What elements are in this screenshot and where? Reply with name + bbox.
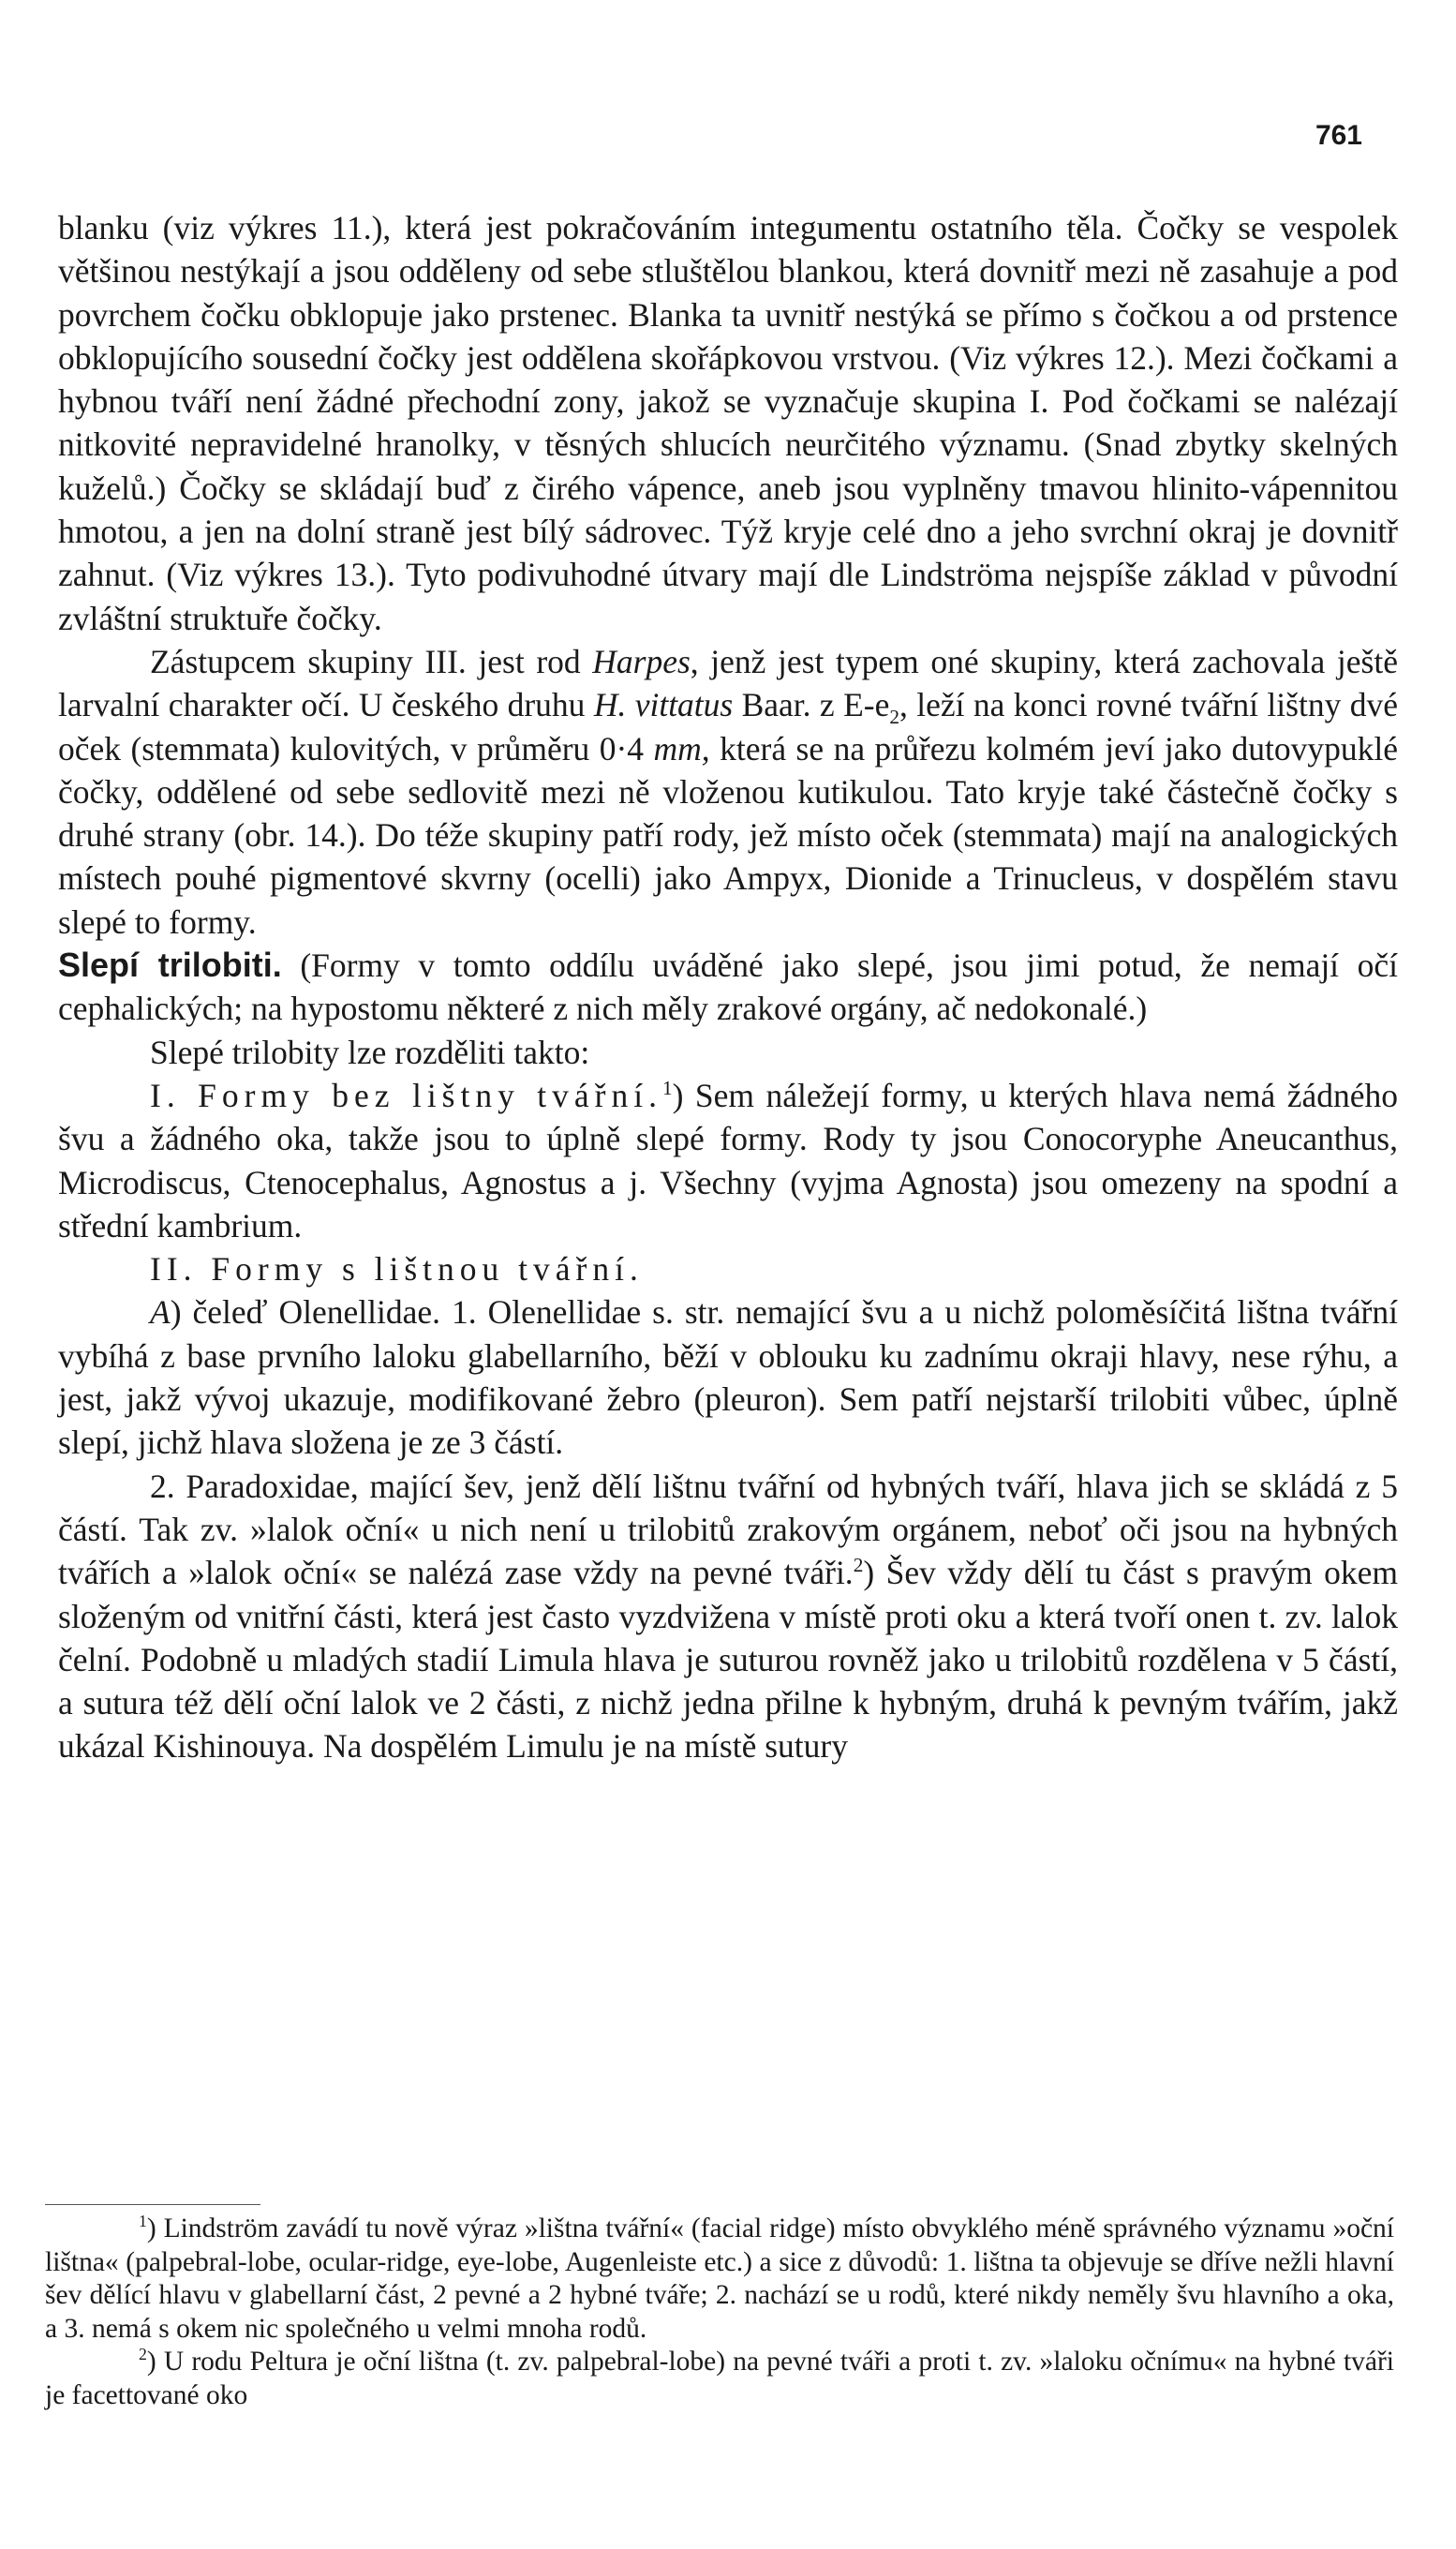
text-run: ) Lindström zavádí tu nově výraz »lištna tvářní« (facial ridge) místo obvyklého méně správného významu »oční lištna« (palpebral-lobe, ocular-ridge, eye-lobe, Augenleiste etc.) a sice z důvodů: 1. lištna ta objevuje se dříve nežli hlavní šev dělící hlavu v glabellarní část, 2 pevné a 2 hybné tváře; 2. nachází se u rodů, které nikdy neměly švu hlavního a oka, a 3. nemá s okem nic společného u velmi mnoha rodů. <box>45 2214 1394 2344</box>
subsection-label: I. Formy bez lištny tvářní. <box>150 1076 662 1114</box>
text-run: ) U rodu Peltura je oční lištna (t. zv. palpebral-lobe) na pevné tváři a proti t. zv. »laloku očnímu« na hybné tváři je facettované oko <box>45 2347 1394 2410</box>
paragraph-2 <box>58 640 1398 944</box>
text-run: (Formy v tomto oddílu uváděné jako slepé, jsou jimi potud, že nemají očí cephalických; na hypostomu některé z nich měly zrakové orgány, ač nedokonalé.) <box>58 947 1399 1028</box>
genus-harpes: Harpes <box>592 642 691 680</box>
unit-mm: mm, <box>653 729 710 768</box>
paragraph-1: blanku (viz výkres 11.), která jest pokračováním integumentu ostatního těla. Čočky se vespolek většinou nestýkají a jsou odděleny od sebe stluštělou blankou, která dovnitř mezi ně zasahuje a pod povrchem čočku obklopuje jako prstenec. Blanka ta uvnitř nestýká se přímo s čočkou a od prstence obklopujícího sousední čočky jest oddělena skořápkovou vrstvou. (Viz výkres 12.). Mezi čočkami a hybnou tváří není žádné přechodní zony, jakož se vyznačuje skupina I. Pod čočkami se nalézají nitkovité nepravidelné hranolky, v těsných shlucích neurčitého významu. (Snad zbytky skelných kuželů.) Čočky se skládají buď z čirého vápence, aneb jsou vyplněny tmavou hlinito-vápennitou hmotou, a jen na dolní straně jest bílý sádrovec. Týž kryje celé dno a jeho svrchní okraj je dovnitř zahnut. (Viz výkres 13.). Tyto podivuhodné útvary mají dle Lindströma nejspíše základ v původní zvláštní struktuře čočky. <box>58 209 1398 637</box>
paragraph-7 <box>58 1290 1398 1464</box>
footnotes <box>45 2193 1394 2412</box>
text-run: , leží na konci rovné tvářní lištny dvé oček (stemmata) kulovitých, v průměru 0·4 <box>58 686 1398 768</box>
paragraph-6 <box>58 1247 1398 1290</box>
footnote-mark: 1 <box>139 2212 147 2231</box>
footnote-mark: 2 <box>139 2345 147 2364</box>
text-run: 2. Paradoxidae, mající šev, jenž dělí lištnu tvářní od hybných tváří, hlava jich se skládá z 5 částí. Tak zv. »lalok oční« u nich není u trilobitů zrakovým orgánem, neboť oči jsou na hybných tvářích a »lalok oční« se nalézá zase vždy na pevné tváři. <box>58 1467 1398 1592</box>
text-run: která se na průřezu kolmém jeví jako dutovypuklé čočky, oddělené od sebe sedlovitě mezi ně vloženou kutikulou. Tato kryje také částečně čočky s druhé strany (obr. 14.). Do téže skupiny patří rody, jež místo oček (stemmata) mají na analogických místech pouhé pigmentové skvrny (ocelli) jako Ampyx, Dionide a Trinucleus, v dospělém stavu slepé to formy. <box>58 729 1398 941</box>
main-text <box>58 206 1398 1768</box>
subsection-label: II. Formy s lištnou tvářní. <box>150 1250 644 1289</box>
text-run: ) čeleď Olenellidae. 1. Olenellidae s. str. nemající švu a u nichž poloměsíčitá lištna tvářní vybíhá z base prvního laloku glabellarního, běží v oblouku ku zadnímu okraji hlavy, nese rýhu, a jest, jakž vývoj ukazuje, modifikované žebro (pleuron). Sem patří nejstarší trilobiti vůbec, úplně slepí, jichž hlava složena je ze 3 částí. <box>58 1293 1398 1462</box>
footnote-ref: 1 <box>661 1077 673 1100</box>
text-run: , jenž jest typem oné skupiny, která zachovala ještě larvalní charakter očí. U českého druhu <box>58 642 1398 724</box>
footnote-ref: 2 <box>853 1554 864 1577</box>
paragraph-8 <box>58 1465 1398 1768</box>
text-run: Zástupcem skupiny III. jest rod <box>150 642 593 680</box>
text-run: ) Sem náležejí formy, u kterých hlava nemá žádného švu a žádného oka, takže jsou to úplně slepé formy. Rody ty jsou Conocoryphe Aneucanthus, Microdiscus, Ctenocephalus, Agnostus a j. Všechny (vyjma Agnosta) jsou omezeny na spodní a střední kambrium. <box>58 1076 1398 1245</box>
species-name: H. vittatus <box>593 686 734 724</box>
subscript: 2 <box>889 706 899 729</box>
paragraph-3 <box>58 944 1398 1031</box>
text-run: Baar. z E-e <box>733 686 890 724</box>
footnote-1 <box>45 2213 1394 2346</box>
item-letter: A <box>150 1293 171 1332</box>
paragraph-4: Slepé trilobity lze rozděliti takto: <box>150 1033 590 1071</box>
section-heading: Slepí trilobiti. <box>58 946 282 985</box>
text-run: ) Šev vždy dělí tu část s pravým okem složeným od vnitřní části, která jest často vyzdvižena v místě proti oku a která tvoří onen t. zv. lalok čelní. Podobně u mladých stadií Limula hlava je suturou rovněž jako u trilobitů rozdělena v 5 částí, a sutura též dělí oční lalok ve 2 části, z nichž jedna přilne k hybným, druhá k pevným tvářím, jakž ukázal Kishinouya. Na dospělém Limulu je na místě sutury <box>58 1554 1398 1766</box>
page-number: 761 <box>1315 120 1362 151</box>
paragraph-5 <box>58 1074 1398 1247</box>
footnote-2 <box>45 2346 1394 2412</box>
footnote-divider <box>45 2204 260 2205</box>
